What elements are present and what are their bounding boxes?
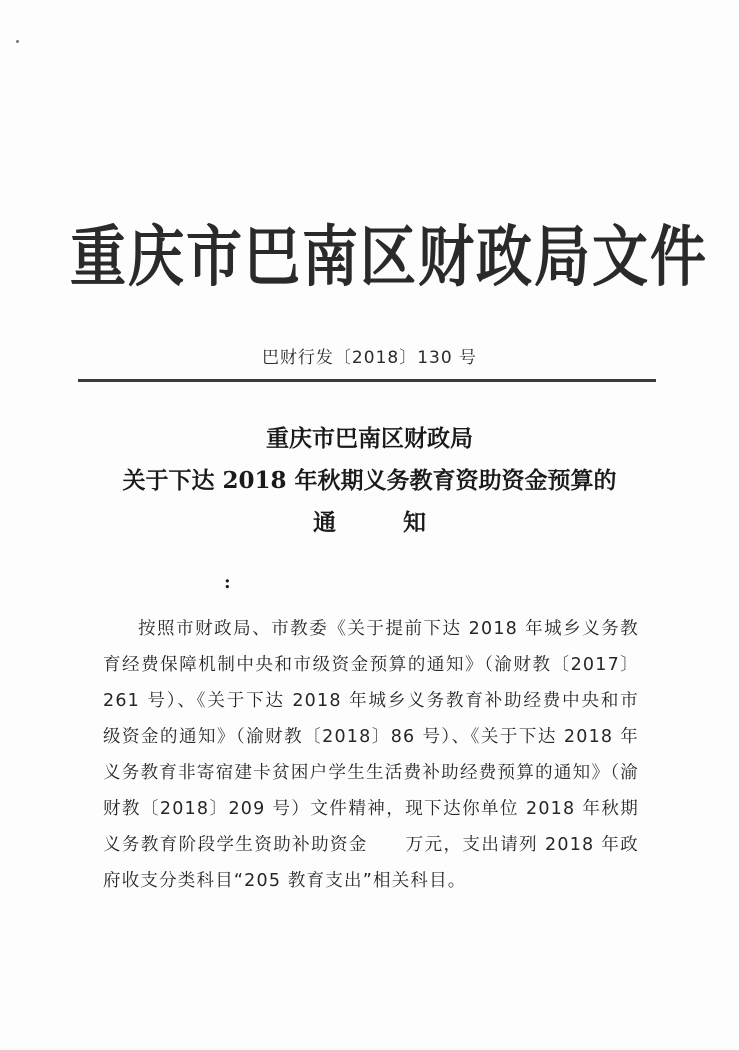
title-line-subject: 关于下达 2018 年秋期义务教育资助资金预算的 (122, 467, 617, 494)
addressee: : (224, 572, 231, 593)
scan-speck (16, 40, 19, 43)
title-line-notice: 通 知 (313, 509, 448, 536)
document-masthead: 重庆市巴南区财政局文件 (70, 219, 708, 296)
document-number: 巴财行发〔2018〕130 号 (261, 348, 478, 368)
title-line-issuer: 重庆市巴南区财政局 (266, 425, 473, 452)
document-title (0, 418, 739, 544)
header-divider (78, 379, 656, 382)
body-paragraph: 按照市财政局、市教委《关于提前下达 2018 年城乡义务教育经费保障机制中央和市级资金预算的通知》（渝财教〔2017〕261 号）、《关于下达 2018 年城乡义务教育补助经费中央和市级资金的通知》（渝财教〔2018〕86 号）、《关于下达 2018 年义务教育非寄宿建卡贫困户学生生活费补助经费预算的通知》（渝财教〔2018〕209 号）文件精神，现下达你单位 2018 年秋期义务教育阶段学生资助补助资金 万元，支出请列 2018 年政府收支分类科目“205 教育支出”相关科目。 (103, 619, 639, 891)
